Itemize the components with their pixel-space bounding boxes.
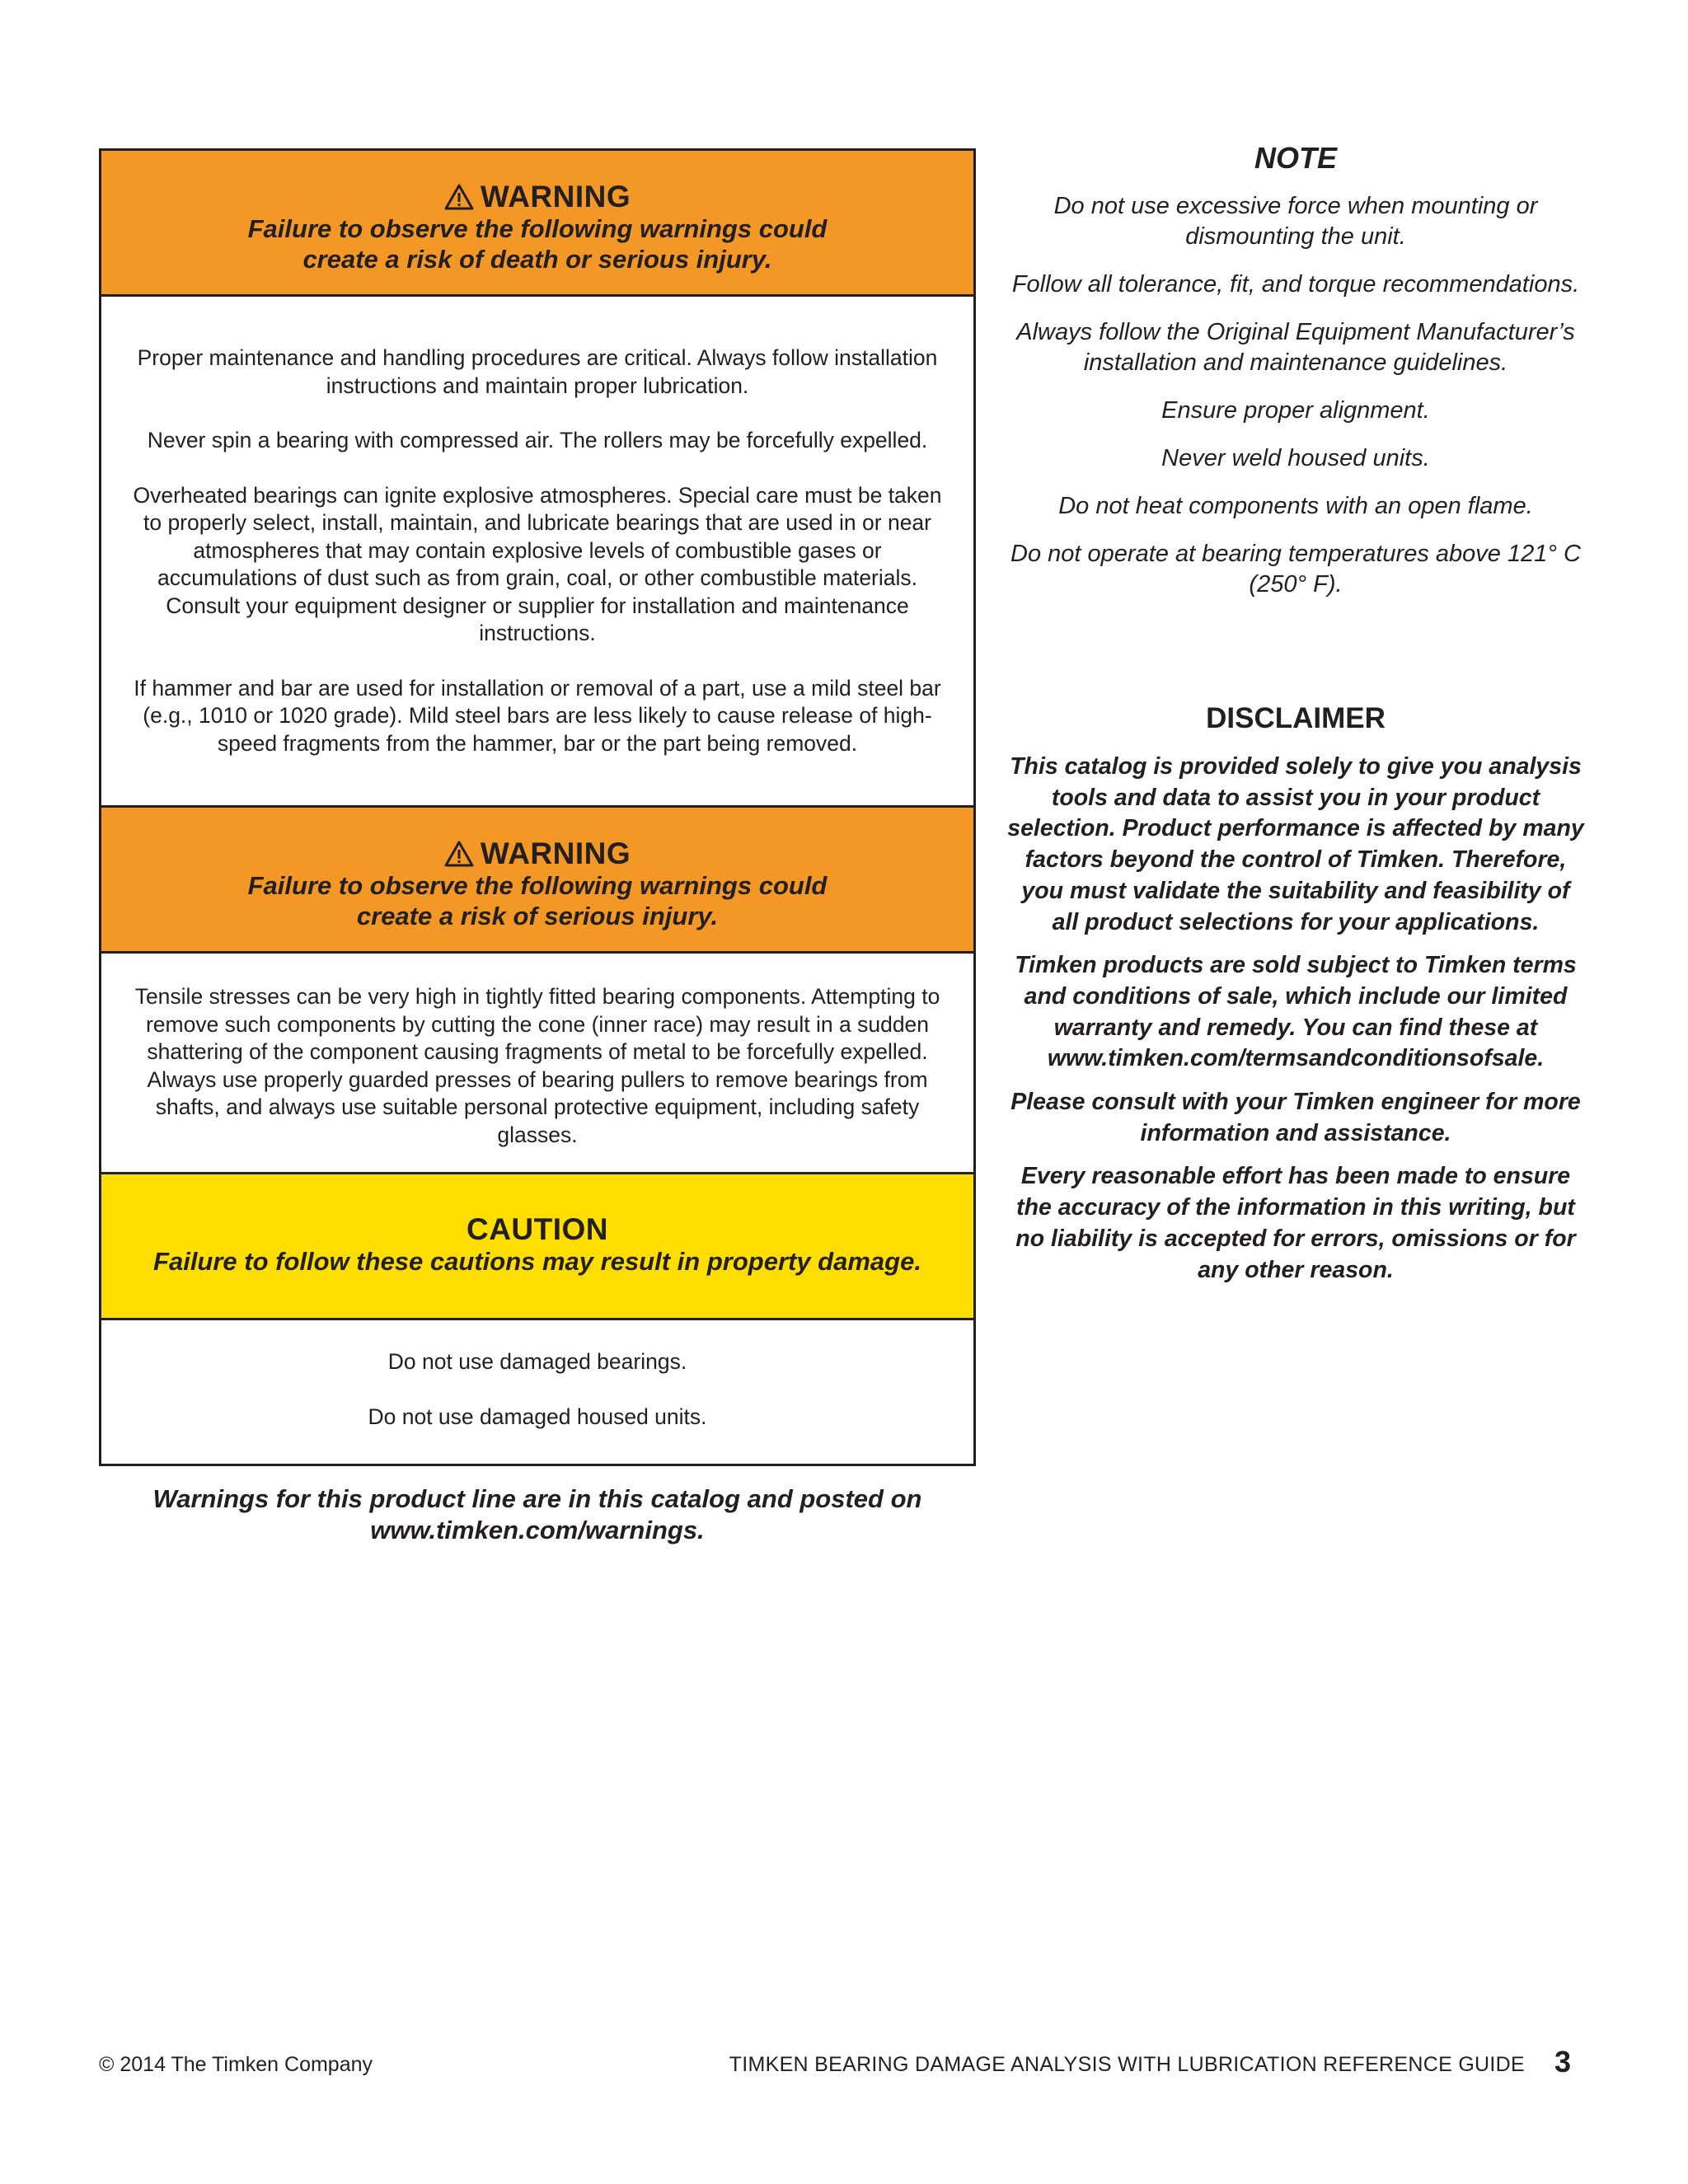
warning-box-serious-injury: [99, 808, 976, 1174]
note-item: Ensure proper alignment.: [1161, 397, 1430, 424]
warning-body: [101, 954, 973, 1172]
warning-title: WARNING: [480, 180, 631, 213]
warnings-url: www.timken.com/warnings.: [370, 1516, 705, 1544]
note-item: Never weld housed units.: [1161, 445, 1430, 471]
caution-subtitle: Failure to follow these cautions may result in property damage.: [153, 1247, 921, 1276]
warning-subtitle: Failure to observe the following warnings could create a risk of death or serious injury.: [247, 214, 828, 274]
disclaimer-paragraph: This catalog is provided solely to give you analysis tools and data to assist you in your product selection. Product performance is affected by many factors beyond the control of Timken. Therefore, you must validate the suitability and feasibility of all product selections for your applications.: [1007, 753, 1584, 935]
warning-paragraph: Never spin a bearing with compressed air. The rollers may be forcefully expelled.: [147, 428, 928, 452]
page-number: 3: [1554, 2045, 1571, 2079]
disclaimer-title: DISCLAIMER: [1206, 702, 1386, 734]
warning-paragraph: Tensile stresses can be very high in tightly fitted bearing components. Attempting to remove such components by cutting the cone (inner race) may result in a sudden shattering of the component causing fragments of metal to be forcefully expelled. Always use properly guarded presses of bearing pullers to remove bearings from shafts, and always use suitable personal protective equipment, including safety glasses.: [134, 984, 940, 1147]
disclaimer-paragraph: Please consult with your Timken engineer for more information and assistance.: [1010, 1089, 1581, 1146]
note-title: NOTE: [1254, 141, 1337, 175]
caution-paragraph: Do not use damaged bearings.: [387, 1349, 687, 1374]
warning-paragraph: If hammer and bar are used for installation or removal of a part, use a mild steel bar (e.g., 1010 or 1020 grade). Mild steel bars are less likely to cause release of high-speed fragments from the hammer, bar or the part being removed.: [134, 675, 941, 756]
note-item: Always follow the Original Equipment Manufacturer’s installation and maintenance guidelines.: [1016, 319, 1575, 376]
copyright: © 2014 The Timken Company: [99, 2053, 373, 2076]
caution-title: CAUTION: [466, 1212, 609, 1246]
warning-box-death-injury: [99, 148, 976, 808]
disclaimer-paragraph: Timken products are sold subject to Timken terms and conditions of sale, which include our limited warranty and remedy. You can find these at www.timken.com/termsandconditionsofsale.: [1015, 952, 1577, 1072]
warning-header: [101, 151, 973, 297]
note-item: Do not operate at bearing temperatures above 121° C (250° F).: [1010, 541, 1581, 598]
warning-triangle-icon: [444, 184, 474, 210]
caution-box: [99, 1174, 976, 1466]
running-footer-title: TIMKEN BEARING DAMAGE ANALYSIS WITH LUBRICATION REFERENCE GUIDE: [729, 2053, 1525, 2076]
warning-triangle-icon: [444, 841, 474, 867]
caution-paragraph: Do not use damaged housed units.: [368, 1404, 707, 1429]
caution-header: [101, 1174, 973, 1320]
warning-paragraph: Proper maintenance and handling procedures are critical. Always follow installation instructions and maintain proper lubrication.: [137, 345, 938, 398]
disclaimer-section: [1007, 702, 1584, 1286]
warning-title: WARNING: [480, 837, 631, 870]
warning-header: [101, 808, 973, 954]
warning-paragraph: Overheated bearings can ignite explosive atmospheres. Special care must be taken to properly select, install, maintain, and lubricate bearings that are used in or near atmospheres that may contain explosive levels of combustible gases or accumulations of dust such as from grain, coal, or other combustible materials. Consult your equipment designer or supplier for installation and maintenance instructions.: [133, 482, 942, 645]
safety-warnings-panel: [99, 148, 976, 1466]
note-item: Do not heat components with an open flame.: [1058, 493, 1533, 519]
caution-body: [101, 1320, 973, 1464]
warnings-link-note: Warnings for this product line are in this catalog and posted on www.timken.com/warnings.: [152, 1484, 922, 1544]
note-item: Do not use excessive force when mounting or dismounting the unit.: [1053, 193, 1538, 250]
note-item: Follow all tolerance, fit, and torque recommendations.: [1011, 271, 1580, 298]
disclaimer-paragraph: Every reasonable effort has been made to ensure the accuracy of the information in this writing, but no liability is accepted for errors, omissions or for any other reason.: [1015, 1163, 1576, 1283]
note-section: [1007, 142, 1584, 600]
warning-subtitle: Failure to observe the following warnings could create a risk of serious injury.: [247, 871, 828, 930]
warning-body: [101, 297, 973, 805]
